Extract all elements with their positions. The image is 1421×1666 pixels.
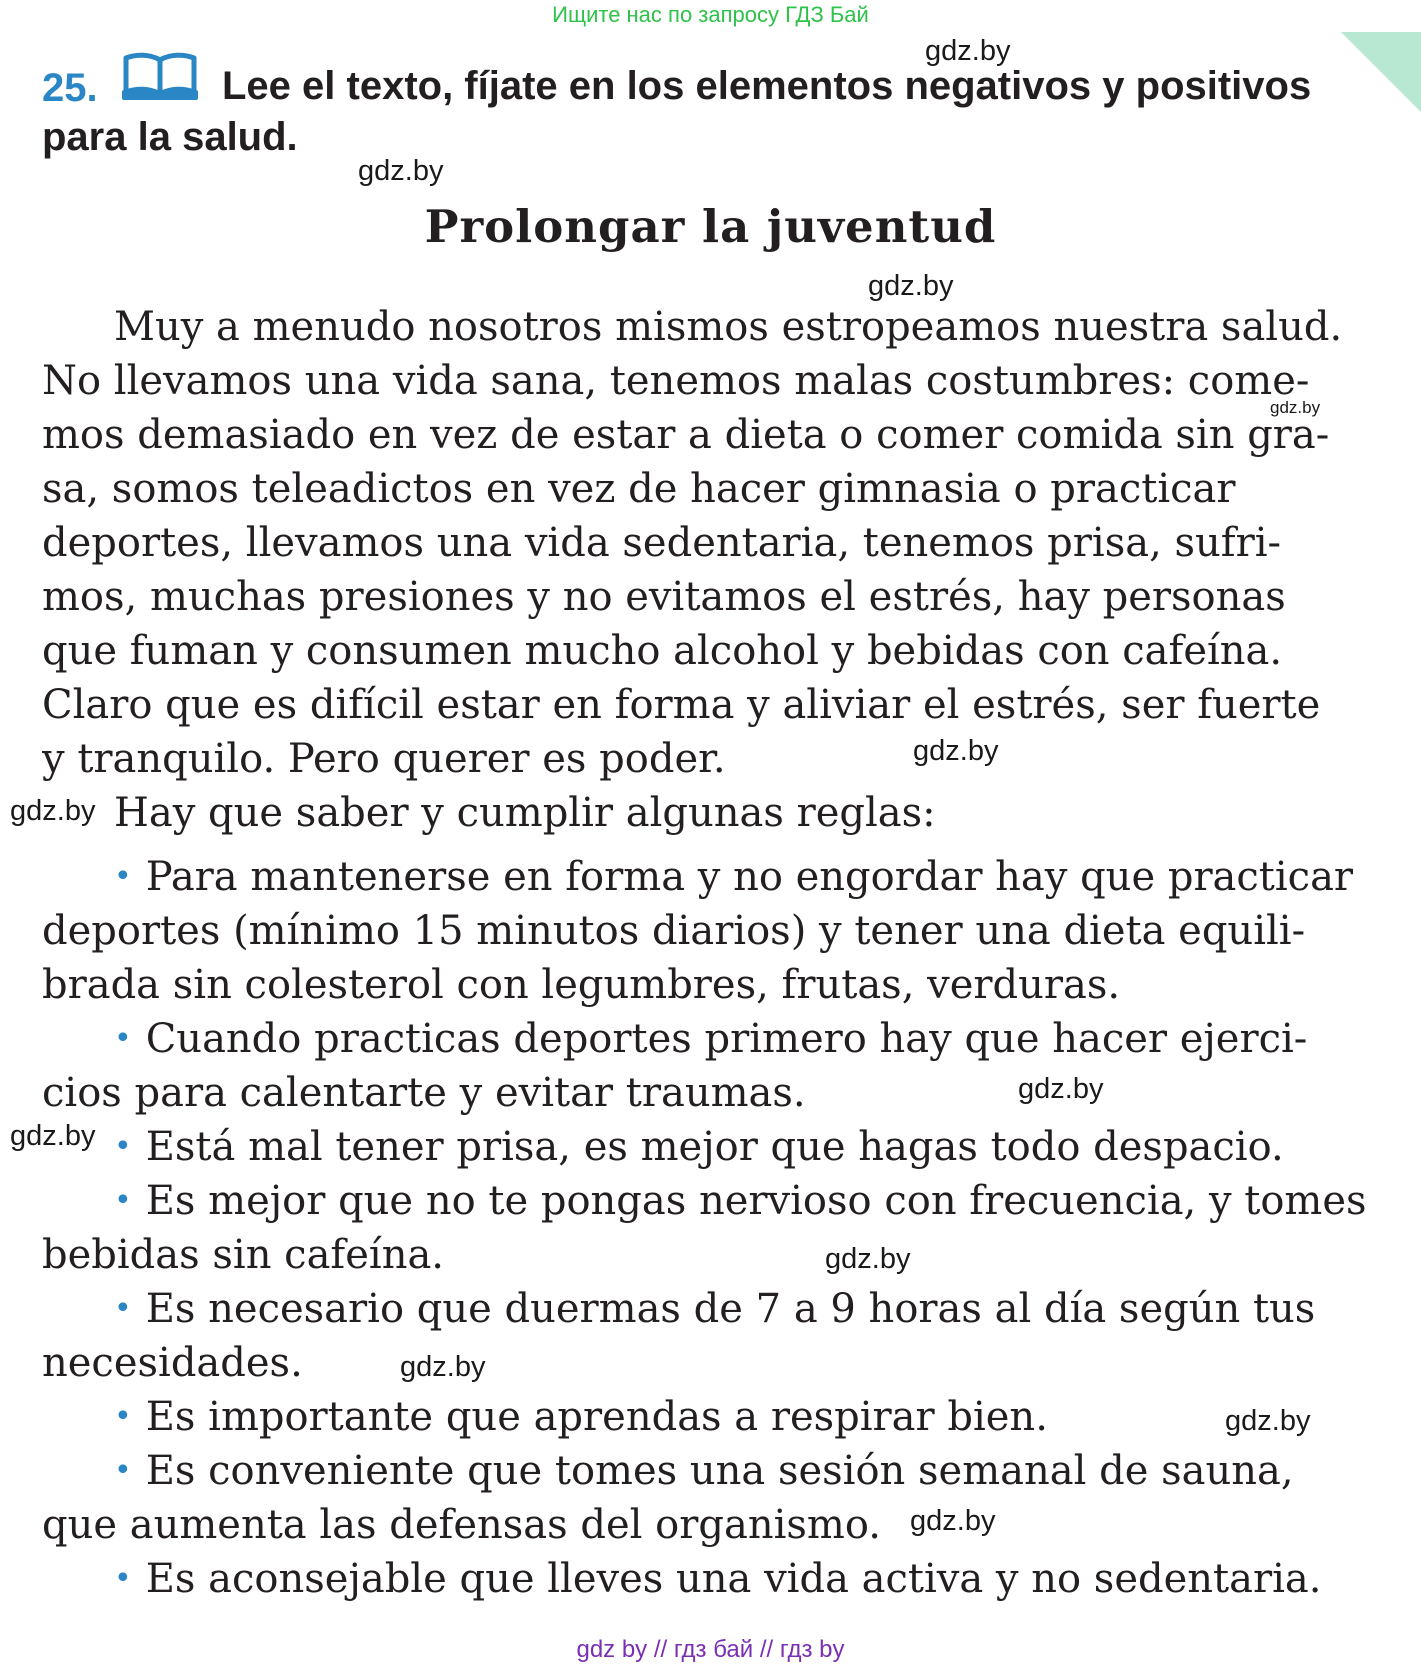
rule-item-1-cont: deportes (mínimo 15 minutos diarios) y tener una dieta equili- (42, 908, 1306, 954)
open-book-icon (120, 50, 200, 104)
watermark: gdz.by (1225, 1405, 1311, 1437)
watermark: gdz.by (913, 735, 999, 767)
paragraph-line: Muy a menudo nosotros mismos estropeamos nuestra salud. (114, 304, 1343, 350)
rule-item-6: • Es importante que aprendas a respirar bien. (114, 1394, 1048, 1440)
bullet-icon: • (114, 1183, 132, 1218)
paragraph-line: deportes, llevamos una vida sedentaria, tenemos prisa, sufri- (42, 520, 1282, 566)
rule-item-1-cont: brada sin colesterol con legumbres, frutas, verduras. (42, 962, 1121, 1008)
top-banner[interactable]: Ищите нас по запросу ГДЗ Бай (552, 2, 869, 27)
watermark: gdz.by (825, 1243, 911, 1275)
rule-item-2-cont: cios para calentarte y evitar traumas. (42, 1070, 806, 1116)
paragraph-line: que fuman y consumen mucho alcohol y bebidas con cafeína. (42, 628, 1283, 674)
watermark: gdz.by (10, 795, 96, 827)
paragraph-line: mos, muchas presiones y no evitamos el estrés, hay personas (42, 574, 1286, 620)
rule-item-8: • Es aconsejable que lleves una vida activa y no sedentaria. (114, 1556, 1322, 1602)
watermark: gdz.by (868, 270, 954, 302)
rule-item-4: • Es mejor que no te pongas nervioso con frecuencia, y tomes (114, 1178, 1367, 1224)
bullet-icon: • (114, 1129, 132, 1164)
watermark: gdz.by (910, 1505, 996, 1537)
rule-item-3: • Está mal tener prisa, es mejor que hagas todo despacio. (114, 1124, 1284, 1170)
bullet-icon: • (114, 859, 132, 894)
watermark: gdz.by (925, 35, 1011, 67)
rules-intro: Hay que saber y cumplir algunas reglas: (114, 790, 936, 836)
article-body (42, 300, 1376, 1606)
bullet-icon: • (114, 1291, 132, 1326)
rule-item-5: • Es necesario que duermas de 7 a 9 horas al día según tus (114, 1286, 1316, 1332)
article-title: Prolongar la juventud (424, 200, 997, 253)
rule-item-5-cont: necesidades. (42, 1340, 303, 1386)
bullet-icon: • (114, 1561, 132, 1596)
watermark: gdz.by (1018, 1073, 1104, 1105)
bullet-icon: • (114, 1021, 132, 1056)
paragraph-line: Claro que es difícil estar en forma y aliviar el estrés, ser fuerte (42, 682, 1321, 728)
rule-item-4-cont: bebidas sin cafeína. (42, 1232, 445, 1278)
rule-item-1: • Para mantenerse en forma y no engordar hay que practicar (114, 854, 1354, 900)
watermark: gdz.by (400, 1351, 486, 1383)
paragraph-line: mos demasiado en vez de estar a dieta o comer comida sin gra- (42, 412, 1330, 458)
rule-item-7: • Es conveniente que tomes una sesión semanal de sauna, (114, 1448, 1294, 1494)
paragraph-line: y tranquilo. Pero querer es poder. (42, 736, 726, 782)
bullet-icon: • (114, 1399, 132, 1434)
task-instruction-line-1: Lee el texto, fíjate en los elementos negativos y positivos (222, 64, 1312, 108)
rule-item-7-cont: que aumenta las defensas del organismo. (42, 1502, 881, 1548)
bottom-footer[interactable]: gdz by // гдз бай // гдз by (576, 1636, 845, 1663)
corner-decoration (1341, 32, 1421, 112)
watermark: gdz.by (1270, 398, 1321, 417)
paragraph-line: No llevamos una vida sana, tenemos malas costumbres: come- (42, 358, 1310, 404)
watermark: gdz.by (10, 1120, 96, 1152)
task-number: 25. (42, 66, 98, 110)
bullet-icon: • (114, 1453, 132, 1488)
rule-item-2: • Cuando practicas deportes primero hay que hacer ejerci- (114, 1016, 1308, 1062)
watermark: gdz.by (358, 155, 444, 187)
paragraph-line: sa, somos teleadictos en vez de hacer gimnasia o practicar (42, 466, 1236, 512)
task-instruction-line-2: para la salud. (42, 115, 298, 159)
